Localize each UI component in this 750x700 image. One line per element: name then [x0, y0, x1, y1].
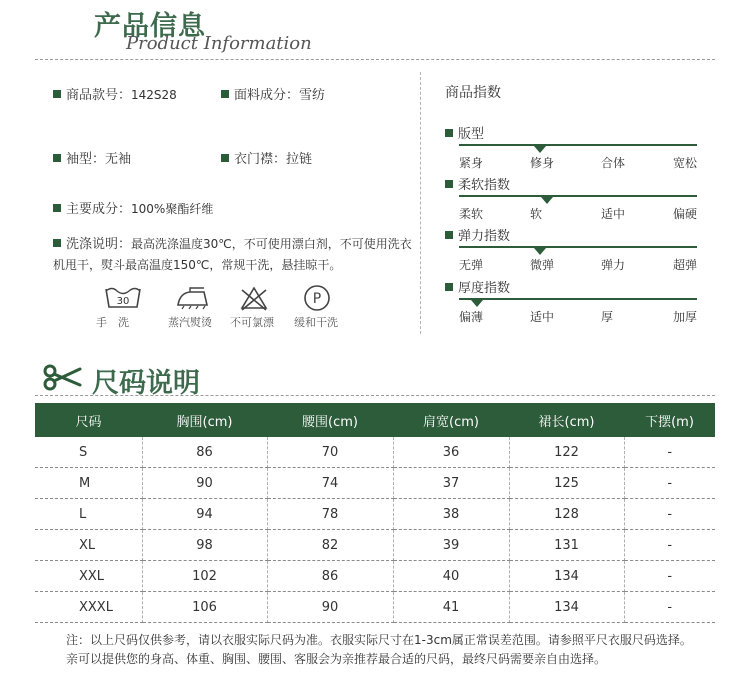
info-value: 拉链 [286, 152, 313, 167]
measurement-cell: 36 [393, 437, 509, 468]
bullet-square-icon [445, 231, 453, 239]
measurement-cell: 37 [393, 468, 509, 499]
indices-heading: 商品指数 [445, 85, 501, 101]
index-option: 合体 [601, 156, 626, 170]
index-option: 弹力 [601, 258, 626, 272]
measurement-cell: 102 [142, 561, 267, 592]
info-label: 衣门襟： [234, 152, 287, 167]
measurement-cell: 94 [142, 499, 267, 530]
wash-temp: 30 [116, 296, 130, 307]
index-option: 柔软 [459, 207, 484, 221]
bullet-square-icon [53, 154, 61, 162]
size-table-header-cell: 尺码 [35, 403, 142, 437]
wash-label: 洗涤说明： [66, 237, 132, 252]
scissors-icon [42, 362, 82, 392]
measurement-cell: - [624, 530, 715, 561]
care-label-hand-wash: 手 洗 [96, 316, 129, 329]
index-option: 偏硬 [672, 207, 697, 221]
index-scale-bar [459, 195, 697, 197]
table-row [35, 561, 715, 592]
index-option: 软 [530, 207, 543, 221]
info-main-material [53, 198, 213, 217]
measurement-cell: 82 [267, 530, 393, 561]
measurement-cell: - [624, 561, 715, 592]
measurement-cell: 86 [267, 561, 393, 592]
index-option: 宽松 [672, 156, 697, 170]
index-title [445, 123, 484, 142]
vertical-divider [420, 72, 421, 334]
index-option: 厚 [601, 310, 614, 324]
info-label: 面料成分： [234, 88, 300, 103]
measurement-cell: - [624, 468, 715, 499]
size-cell: S [35, 437, 142, 468]
index-option: 偏薄 [459, 310, 484, 324]
table-row [35, 437, 715, 468]
index-title [445, 174, 510, 193]
table-row [35, 499, 715, 530]
measurement-cell: 134 [509, 561, 624, 592]
size-table-header-cell: 腰围(cm) [267, 403, 393, 437]
index-option: 适中 [601, 207, 626, 221]
section-title-size-guide: 尺码说明 [92, 368, 200, 399]
index-option: 适中 [530, 310, 555, 324]
measurement-cell: 86 [142, 437, 267, 468]
bullet-square-icon [445, 283, 453, 291]
index-marker-icon [534, 146, 546, 153]
measurement-cell: 131 [509, 530, 624, 561]
measurement-cell: - [624, 437, 715, 468]
bullet-square-icon [53, 239, 61, 247]
section-subtitle: Product Information [126, 33, 312, 54]
measurement-cell: 98 [142, 530, 267, 561]
gentle-dry-clean-icon [302, 285, 332, 313]
table-row [35, 530, 715, 561]
size-cell: XXXL [35, 592, 142, 623]
bullet-square-icon [445, 129, 453, 137]
measurement-cell: 106 [142, 592, 267, 623]
index-title-label: 弹力指数 [458, 229, 511, 244]
index-marker-icon [534, 248, 546, 255]
measurement-cell: 90 [142, 468, 267, 499]
index-marker-icon [541, 197, 553, 204]
info-value: 雪纺 [299, 88, 326, 103]
bullet-square-icon [221, 154, 229, 162]
measurement-cell: 41 [393, 592, 509, 623]
size-cell: M [35, 468, 142, 499]
size-table-header-cell: 胸围(cm) [142, 403, 267, 437]
measurement-cell: 70 [267, 437, 393, 468]
index-title-label: 版型 [458, 127, 485, 142]
info-placket [221, 148, 312, 167]
divider [35, 59, 715, 60]
info-value: 142S28 [131, 88, 177, 102]
size-table-header [35, 403, 715, 437]
table-row [35, 468, 715, 499]
index-title-label: 柔软指数 [458, 178, 511, 193]
index-title [445, 225, 510, 244]
measurement-cell: - [624, 592, 715, 623]
divider [35, 395, 715, 396]
index-option: 紧身 [459, 156, 484, 170]
index-scale-bar [459, 144, 697, 146]
bullet-square-icon [53, 204, 61, 212]
index-option: 微弹 [530, 258, 555, 272]
measurement-cell: 128 [509, 499, 624, 530]
no-bleach-icon [239, 285, 269, 311]
measurement-cell: 90 [267, 592, 393, 623]
size-cell: XXL [35, 561, 142, 592]
measurement-cell: 38 [393, 499, 509, 530]
size-note: 注：以上尺码仅供参考，请以衣服实际尺码为准。衣服实际尺寸在1-3cm属正常误差范围。请参照平尺衣服尺码选择。亲可以提供您的身高、体重、胸围、腰围、客服会为亲推荐最合适的尺码，最终尺码需要亲自由选择。 [66, 633, 692, 666]
wash-30-icon [104, 285, 142, 311]
index-option: 无弹 [459, 258, 484, 272]
bullet-square-icon [53, 90, 61, 98]
index-title-label: 厚度指数 [458, 281, 511, 296]
measurement-cell: 74 [267, 468, 393, 499]
index-option: 加厚 [672, 310, 697, 324]
measurement-cell: 78 [267, 499, 393, 530]
measurement-cell: 134 [509, 592, 624, 623]
dry-clean-letter: P [312, 291, 322, 307]
info-value: 无袖 [105, 152, 132, 167]
measurement-cell: 39 [393, 530, 509, 561]
info-style-no [53, 84, 177, 103]
care-label-dry-clean: 缓和干洗 [294, 316, 338, 329]
section-title-product-info: 产品信息 [94, 11, 206, 42]
table-row [35, 592, 715, 623]
info-label: 商品款号： [66, 88, 132, 103]
index-option: 超弹 [672, 258, 697, 272]
bullet-square-icon [445, 180, 453, 188]
wash-instructions [53, 234, 413, 276]
index-title [445, 277, 510, 296]
measurement-cell: 122 [509, 437, 624, 468]
info-label: 袖型： [66, 152, 106, 167]
index-marker-icon [471, 300, 483, 307]
care-label-steam-iron: 蒸汽熨烫 [168, 316, 212, 329]
care-label-no-bleach: 不可氯漂 [230, 316, 274, 329]
info-value: 100%聚酯纤维 [131, 202, 214, 216]
index-scale-bar [459, 298, 697, 300]
size-table-header-cell: 下摆(m) [624, 403, 715, 437]
size-cell: L [35, 499, 142, 530]
bullet-square-icon [221, 90, 229, 98]
index-option: 修身 [530, 156, 555, 170]
info-label: 主要成分： [66, 202, 132, 217]
size-table-header-cell: 肩宽(cm) [393, 403, 509, 437]
wash-text: 最高洗涤温度30℃，不可使用漂白剂，不可使用洗衣机甩干，熨斗最高温度150℃，常规干洗，悬挂晾干。 [53, 237, 412, 272]
size-cell: XL [35, 530, 142, 561]
measurement-cell: 125 [509, 468, 624, 499]
info-fabric [221, 84, 325, 103]
size-table [35, 403, 715, 623]
size-table-header-cell: 裙长(cm) [509, 403, 624, 437]
index-scale-bar [459, 246, 697, 248]
measurement-cell: 40 [393, 561, 509, 592]
measurement-cell: - [624, 499, 715, 530]
steam-iron-icon [174, 285, 212, 311]
info-sleeve [53, 148, 131, 167]
